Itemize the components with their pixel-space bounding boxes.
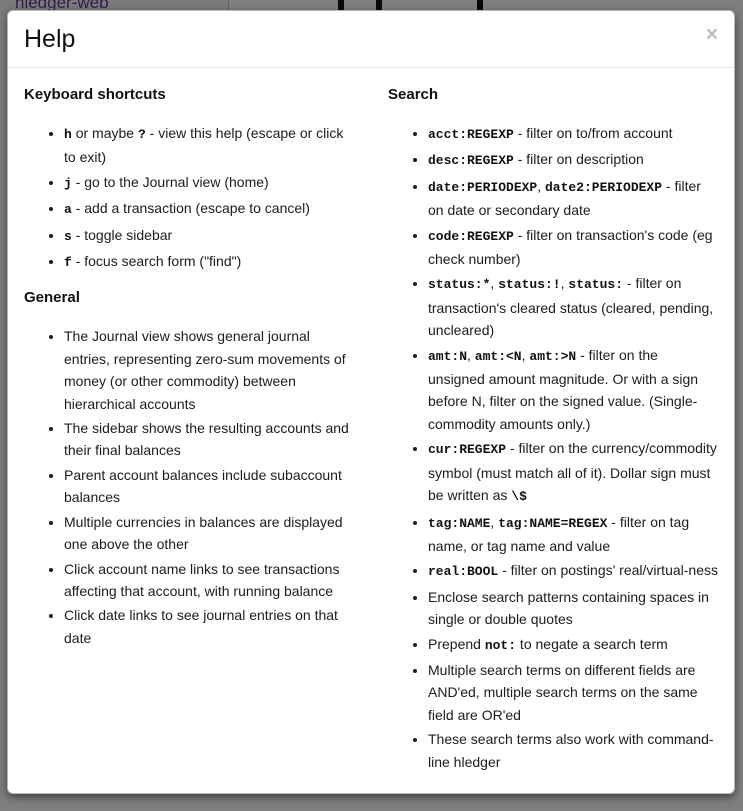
code-term: h: [64, 127, 72, 142]
code-term: date2:PERIODEXP: [545, 179, 663, 195]
code-term: amt:>N: [529, 348, 577, 364]
code-term: amt:N: [428, 348, 468, 364]
section-heading: Search: [388, 86, 439, 103]
list-item: • code:REGEXP - filter on transaction's code (eg check number): [428, 224, 718, 271]
list-item: • h or maybe ? - view this help (escape or click to exit): [64, 122, 357, 169]
code-term: real:BOOL: [428, 564, 499, 580]
code-term: date:PERIODEXP: [428, 179, 538, 195]
list-item: • Click account name links to see transactions affecting that account, with running balance: [64, 558, 357, 603]
modal-body: [8, 68, 734, 794]
code-term: f: [64, 255, 72, 271]
list-item: • date:PERIODEXP, date2:PERIODEXP - filter on date or secondary date: [428, 175, 718, 222]
modal-title: Help: [24, 25, 76, 53]
code-term: amt:<N: [474, 348, 522, 364]
list-item: • Click date links to see journal entries on that date: [64, 604, 357, 649]
list-item: • status:*, status:!, status: - filter on transaction's cleared status (cleared, pending, uncleared): [428, 272, 718, 341]
help-column-right: [371, 71, 718, 783]
code-term: cur:REGEXP: [428, 442, 507, 458]
close-icon[interactable]: ×: [705, 23, 718, 46]
list-item: • cur:REGEXP - filter on the currency/commodity symbol (must match all of it). Dollar sign must be written as \$: [428, 437, 718, 508]
section-list: [24, 325, 357, 649]
list-item: • These search terms also work with command-line hledger: [428, 728, 718, 773]
list-item: • j - go to the Journal view (home): [64, 171, 357, 195]
list-item: • The Journal view shows general journal entries, representing zero-sum movements of money (or other commodity) between hierarchical accounts: [64, 325, 357, 415]
code-term: status:: [568, 277, 624, 293]
code-term: tag:NAME: [428, 515, 491, 531]
list-item: • desc:REGEXP - filter on description: [428, 148, 718, 172]
list-item: • tag:NAME, tag:NAME=REGEX - filter on tag name, or tag name and value: [428, 511, 718, 558]
code-term: \$: [511, 489, 527, 505]
list-item: • a - add a transaction (escape to cancel): [64, 197, 357, 221]
code-term: code:REGEXP: [428, 228, 514, 244]
modal-header: [8, 11, 734, 68]
code-term: status:!: [498, 277, 561, 293]
list-item: • The sidebar shows the resulting accounts and their final balances: [64, 417, 357, 462]
code-term: j: [64, 175, 72, 191]
code-term: a: [64, 202, 72, 218]
list-item: • real:BOOL - filter on postings' real/virtual-ness: [428, 559, 718, 583]
list-item: • f - focus search form ("find"): [64, 250, 357, 274]
list-item: • amt:N, amt:<N, amt:>N - filter on the unsigned amount magnitude. Or with a sign before N, filter on the signed value. (Single-commodity amounts only.): [428, 344, 718, 436]
list-item: • acct:REGEXP - filter on to/from account: [428, 122, 718, 146]
section-heading: Keyboard shortcuts: [24, 86, 166, 103]
code-term: ?: [137, 127, 146, 142]
list-item: • Parent account balances include subaccount balances: [64, 464, 357, 509]
code-term: status:*: [428, 277, 491, 293]
section-list: [388, 122, 718, 773]
help-modal: [7, 10, 735, 794]
code-term: tag:NAME=REGEX: [498, 515, 608, 531]
list-item: • Enclose search patterns containing spaces in single or double quotes: [428, 586, 718, 631]
list-item: • Prepend not: to negate a search term: [428, 633, 718, 657]
list-item: • Multiple search terms on different fields are AND'ed, multiple search terms on the same field are OR'ed: [428, 659, 718, 726]
help-column-left: [24, 71, 371, 783]
code-term: not:: [484, 637, 517, 653]
list-item: • s - toggle sidebar: [64, 224, 357, 248]
code-term: acct:REGEXP: [428, 127, 514, 142]
section-heading: General: [24, 289, 80, 307]
code-term: desc:REGEXP: [428, 153, 514, 169]
list-item: • Multiple currencies in balances are displayed one above the other: [64, 511, 357, 556]
code-term: s: [64, 228, 72, 244]
section-list: [24, 122, 357, 274]
